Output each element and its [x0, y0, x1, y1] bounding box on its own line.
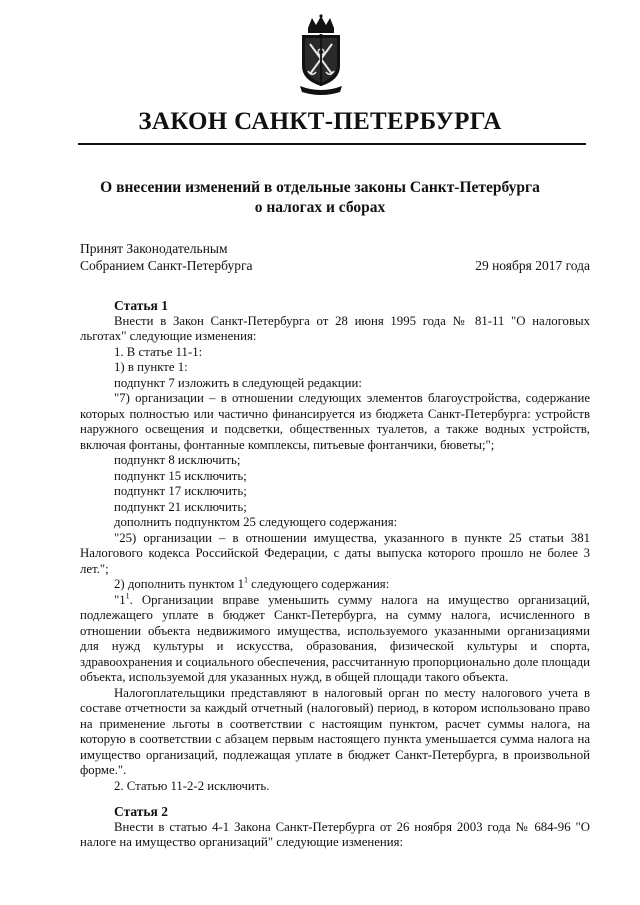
paragraph: подпункт 7 изложить в следующей редакции:: [114, 375, 362, 390]
adoption-line-2: Собранием Санкт-Петербурга: [80, 258, 253, 273]
article-1-heading: Статья 1: [114, 298, 168, 313]
superscript: 1: [125, 591, 130, 601]
superscript: 1: [243, 575, 248, 585]
adoption-date: 29 ноября 2017 года: [475, 258, 590, 273]
title-divider: [78, 143, 586, 145]
paragraph: подпункт 17 исключить;: [114, 484, 247, 498]
spb-coat-of-arms-icon: [294, 14, 348, 98]
paragraph: Налогоплательщики представляют в налоговый орган по месту налогового учета в составе отчетности за каждый отчетный (налоговый) период, в котором использовано право на применение льготы в соответствии с настоящим пунктом, расчет суммы налога, на которую в соответствии с абзацем первым настоящего пункта уменьшается сумма налога на имущество организаций, подлежащая уплате в бюджет Санкт-Петербурга, в произвольной форме.".: [80, 685, 590, 777]
article-1-intro: Внести в Закон Санкт-Петербурга от 28 июня 1995 года № 81-11 "О налоговых льготах" следующие изменения:: [80, 313, 590, 343]
paragraph-text: . Организации вправе уменьшить сумму налога на имущество организаций, подлежащего уплате в бюджет Санкт-Петербурга, на сумму налога, исчисленного в отношении объекта недвижимого имущества, используемого указанными организациями для нужд культуры и искусства, образования, физической культуры и спорта, здравоохранения и социального обеспечения, рассчитанную пропорционально доле площади объекта, используемой для указанных нужд, в общей площади такого объекта.: [80, 592, 590, 684]
paragraph: подпункт 8 исключить;: [114, 453, 241, 467]
paragraph: "25) организации – в отношении имущества, указанного в пункте 25 статьи 381 Налогового кодекса Российской Федерации, с даты выпуска которого прошло не более 3 лет.";: [80, 530, 590, 576]
paragraph: дополнить подпунктом 25 следующего содержания:: [114, 515, 398, 529]
adoption-block: [80, 240, 253, 274]
article-2-heading: Статья 2: [114, 804, 168, 819]
article-2-intro: Внести в статью 4-1 Закона Санкт-Петербурга от 26 ноября 2003 года № 684-96 "О налоге на имущество организаций" следующие изменения:: [80, 819, 590, 849]
spacer: [80, 794, 590, 804]
paragraph: подпункт 21 исключить;: [114, 499, 247, 514]
paragraph: [80, 577, 590, 593]
paragraph: "7) организации – в отношении следующих элементов благоустройства, содержание которых полностью или частично финансируется из бюджета Санкт-Петербурга: устройств наружного освещения и подсветки, общественных туалетов, а также водных устройств, включая фонтаны, фонтанные комплексы, питьевые фонтанчики, бюветы;";: [80, 391, 590, 452]
paragraph-text: 2) дополнить пунктом 1: [114, 577, 244, 591]
paragraph: [80, 593, 590, 686]
document-title: ЗАКОН САНКТ-ПЕТЕРБУРГА: [138, 108, 502, 135]
paragraph: подпункт 15 исключить;: [114, 468, 247, 483]
paragraph-text: следующего содержания:: [247, 577, 390, 591]
paragraph: 1) в пункте 1:: [114, 360, 188, 374]
adoption-line-1: Принят Законодательным: [80, 241, 228, 256]
document-subtitle: [0, 178, 640, 218]
subtitle-line-2: о налогах и сборах: [254, 199, 386, 216]
paragraph: 1. В статье 11-1:: [114, 344, 203, 359]
document-body: [80, 298, 590, 851]
paragraph: 2. Статью 11-2-2 исключить.: [114, 778, 270, 793]
subtitle-line-1: О внесении изменений в отдельные законы Санкт-Петербурга: [100, 179, 540, 196]
paragraph-text: "1: [114, 592, 126, 607]
